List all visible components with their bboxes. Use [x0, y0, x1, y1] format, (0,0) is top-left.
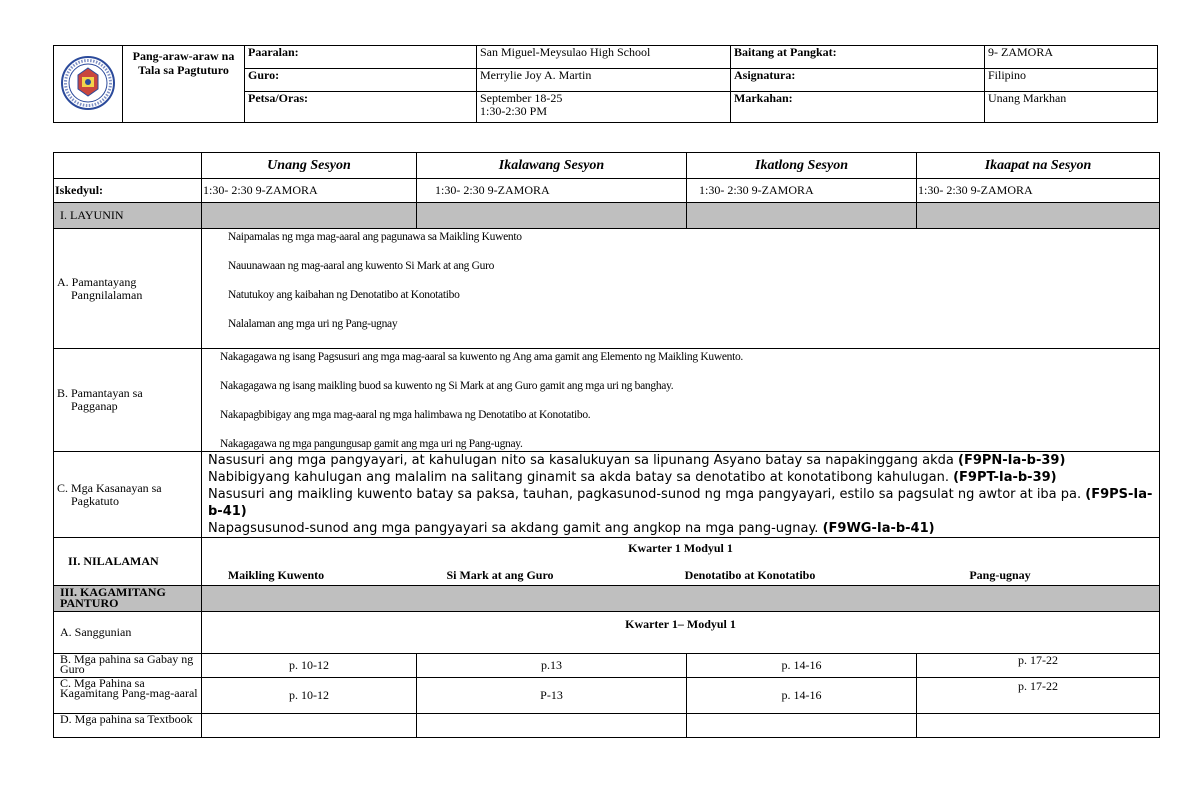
field-value-asignatura: Filipino: [985, 69, 1158, 92]
session-header-2: Ikalawang Sesyon: [417, 153, 687, 179]
field-label-markahan: Markahan:: [731, 92, 985, 123]
label-line: B. Pamantayan sa: [57, 386, 143, 400]
competency-code: (F9WG-Ia-b-41): [822, 521, 935, 536]
kagamitan-session-2: P-13: [417, 678, 687, 714]
field-value-paaralan: San Miguel-Meysulao High School: [477, 46, 731, 69]
objective-line: Nakapagbibigay ang mga mag-aaral ng mga halimbawa ng Denotatibo at Konotatibo.: [220, 409, 591, 421]
field-value-guro: Merrylie Joy A. Martin: [477, 69, 731, 92]
field-label-guro: Guro:: [245, 69, 477, 92]
competency-code: (F9PN-Ia-b-39): [958, 453, 1066, 468]
header-table: [53, 45, 1158, 123]
objective-line: Nakagagawa ng isang maikling buod sa kuwento ng Si Mark at ang Guro gamit ang mga uri ng banghay.: [220, 380, 674, 392]
competency-code: (F9PS-Ia-b-41): [208, 487, 1153, 519]
schedule-label: Iskedyul:: [54, 179, 202, 203]
textbook-label: D. Mga pahina sa Textbook: [54, 714, 202, 738]
textbook-session-1: [202, 714, 417, 738]
deped-seal-cell: [54, 46, 123, 123]
petsa-date: September 18-25: [480, 91, 563, 105]
section-nilalaman: II. NILALAMAN: [54, 538, 202, 586]
field-value-baitang: 9- ZAMORA: [985, 46, 1158, 69]
gray-band-cell: [917, 203, 1160, 229]
gabay-label: B. Mga pahina sa Gabay ng Guro: [54, 654, 202, 678]
topic-3: Denotatibo at Konotatibo: [684, 568, 816, 582]
sanggunian-label: A. Sanggunian: [54, 612, 202, 654]
schedule-session-1: 1:30- 2:30 9-ZAMORA: [202, 179, 417, 203]
textbook-session-3: [687, 714, 917, 738]
topic-2: Si Mark at ang Guro: [446, 568, 554, 582]
session-header-1: Unang Sesyon: [202, 153, 417, 179]
label-line: Pagganap: [71, 399, 118, 413]
form-title: Pang-araw-araw na Tala sa Pagtuturo: [123, 46, 245, 123]
kagamitan-session-4: p. 17-22: [917, 678, 1160, 714]
session-header-3: Ikatlong Sesyon: [687, 153, 917, 179]
pamantayang-pangnilalaman-content: [202, 229, 1160, 349]
competency-line: Nabibigyang kahulugan ang malalim na salitang ginamit sa akda batay sa denotatibo at konotatibong kahulugan. (F9PT-Ia-b-39): [208, 470, 1057, 485]
kasanayan-label: [54, 452, 202, 538]
competency-line: Nasusuri ang maikling kuwento batay sa paksa, tauhan, pagkasunod-sunod ng mga pangyayari, estilo sa pagsulat ng awtor at iba pa. (F9PS-Ia-b-41): [208, 487, 1153, 519]
topic-row: [202, 569, 1159, 582]
kagamitan-label: C. Mga Pahina sa Kagamitang Pang-mag-aaral: [54, 678, 202, 714]
objective-line: Nalalaman ang mga uri ng Pang-ugnay: [228, 318, 398, 330]
sanggunian-value: Kwarter 1– Modyul 1: [202, 612, 1160, 654]
field-label-asignatura: Asignatura:: [731, 69, 985, 92]
objective-line: Naipamalas ng mga mag-aaral ang pagunawa sa Maikling Kuwento: [228, 231, 522, 243]
objective-line: Natutukoy ang kaibahan ng Denotatibo at Konotatibo: [228, 289, 460, 301]
gabay-session-2: p.13: [417, 654, 687, 678]
deped-seal-icon: [60, 55, 116, 111]
gray-band-cell: [687, 203, 917, 229]
pamantayang-pangnilalaman-label: [54, 229, 202, 349]
topic-4: Pang-ugnay: [969, 568, 1031, 582]
topic-1: Maikling Kuwento: [227, 568, 325, 582]
field-label-petsa: Petsa/Oras:: [245, 92, 477, 123]
section-layunin: I. LAYUNIN: [54, 203, 202, 229]
objective-line: Nauunawaan ng mag-aaral ang kuwento Si Mark at ang Guro: [228, 260, 495, 272]
petsa-time: 1:30-2:30 PM: [480, 104, 548, 118]
competency-code: (F9PT-Ia-b-39): [953, 470, 1057, 485]
gabay-session-3: p. 14-16: [687, 654, 917, 678]
session-header-4: Ikaapat na Sesyon: [917, 153, 1160, 179]
field-label-paaralan: Paaralan:: [245, 46, 477, 69]
objective-line: Nakagagawa ng isang Pagsusuri ang mga mag-aaral sa kuwento ng Ang ama gamit ang Elemento ng Maikling Kuwento.: [220, 351, 743, 363]
field-value-markahan: Unang Markhan: [985, 92, 1158, 123]
gray-band-cell: [202, 586, 1160, 612]
gabay-session-1: p. 10-12: [202, 654, 417, 678]
schedule-session-3: 1:30- 2:30 9-ZAMORA: [687, 179, 917, 203]
label-line: Pangnilalaman: [71, 287, 143, 302]
objective-line: Nakagagawa ng mga pangungusap gamit ang mga uri ng Pang-ugnay.: [220, 438, 523, 450]
gray-band-cell: [417, 203, 687, 229]
gabay-session-4: p. 17-22: [917, 654, 1160, 678]
gray-band-cell: [202, 203, 417, 229]
nilalaman-content: [202, 538, 1160, 586]
kasanayan-content: [202, 452, 1160, 538]
lesson-plan-table: [53, 152, 1160, 738]
corner-cell: [54, 153, 202, 179]
kagamitan-session-1: p. 10-12: [202, 678, 417, 714]
textbook-session-4: [917, 714, 1160, 738]
competency-line: Napagsusunod-sunod ang mga pangyayari sa akdang gamit ang angkop na mga pang-ugnay. (F9WG-Ia-b-41): [208, 521, 935, 536]
label-line: C. Mga Kasanayan sa: [57, 480, 162, 495]
pamantayan-pagganap-label: [54, 349, 202, 452]
schedule-session-2: 1:30- 2:30 9-ZAMORA: [417, 179, 687, 203]
textbook-session-2: [417, 714, 687, 738]
label-line: A. Pamantayang: [57, 274, 137, 289]
field-label-baitang: Baitang at Pangkat:: [731, 46, 985, 69]
pamantayan-pagganap-content: [202, 349, 1160, 452]
kagamitan-session-3: p. 14-16: [687, 678, 917, 714]
section-kagamitan: III. KAGAMITANG PANTURO: [54, 586, 202, 612]
competency-line: Nasusuri ang mga pangyayari, at kahulugan nito sa kasalukuyan sa lipunang Asyano batay sa napakinggang akda (F9PN-Ia-b-39): [208, 453, 1066, 468]
field-value-petsa: [477, 92, 731, 123]
label-line: Pagkatuto: [71, 493, 119, 508]
nilalaman-module: Kwarter 1 Modyul 1: [628, 541, 733, 555]
schedule-session-4: 1:30- 2:30 9-ZAMORA: [917, 179, 1160, 203]
